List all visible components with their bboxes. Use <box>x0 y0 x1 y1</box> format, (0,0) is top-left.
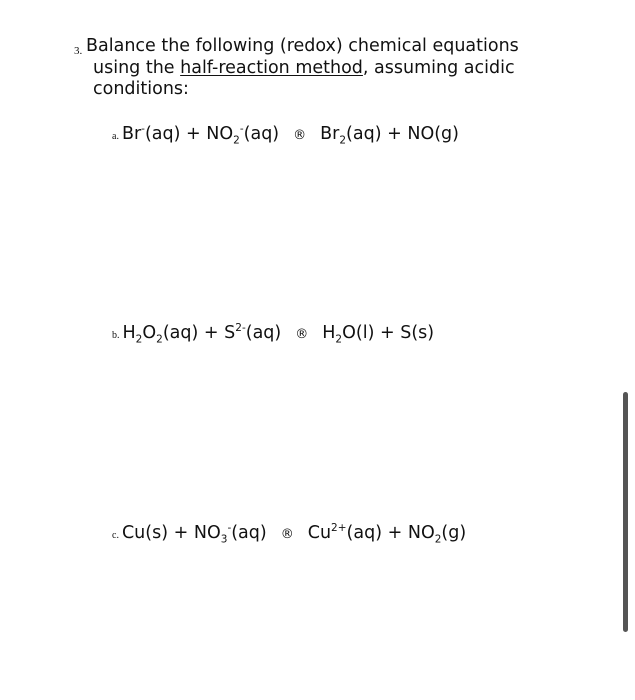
reaction-arrow-icon: ® <box>295 327 309 342</box>
reaction-arrow-icon: ® <box>280 527 294 542</box>
reactant-1: Cu(s) <box>121 523 169 543</box>
prompt-line-3: conditions: <box>93 79 189 99</box>
half-reaction-method-link: half-reaction method <box>180 57 363 78</box>
plus-sign: + <box>387 523 403 543</box>
prompt-line-1: Balance the following (redox) chemical equations <box>86 36 519 56</box>
reaction-arrow-icon: ® <box>293 128 307 143</box>
equation-b <box>112 322 435 346</box>
problem-prompt <box>86 36 566 101</box>
product-2: S(s) <box>400 323 435 343</box>
equation-label: b. <box>112 330 120 341</box>
equation-label: c. <box>112 530 119 541</box>
equation-c <box>112 522 467 546</box>
product-1: $Cu^{2+}(aq)$ <box>307 522 383 543</box>
product-2: NO(g) <box>407 124 459 144</box>
problem-number: 3. <box>74 45 83 57</box>
product-2: $NO_2(g)$ <box>407 523 467 546</box>
equation-a <box>112 123 459 147</box>
reactant-2: $S^{2-}(aq)$ <box>224 322 282 343</box>
plus-sign: + <box>387 124 402 144</box>
plus-sign: + <box>186 124 201 144</box>
prompt-line-2: using the half-reaction method, assuming acidic <box>93 57 515 78</box>
product-1: $H_2O(l)$ <box>322 323 375 346</box>
reactant-1: $H_2O_2(aq)$ <box>122 323 199 346</box>
vertical-scrollbar[interactable] <box>623 392 628 632</box>
reactant-1: Br-(aq) <box>121 123 181 144</box>
reactant-2: $NO_2^-(aq)$ <box>206 123 280 147</box>
equation-label: a. <box>112 131 119 142</box>
reactant-2: $NO_3^-(aq)$ <box>193 522 267 546</box>
product-1: $Br_2(aq)$ <box>320 124 382 147</box>
plus-sign: + <box>379 323 395 343</box>
plus-sign: + <box>173 523 189 543</box>
plus-sign: + <box>203 323 219 343</box>
